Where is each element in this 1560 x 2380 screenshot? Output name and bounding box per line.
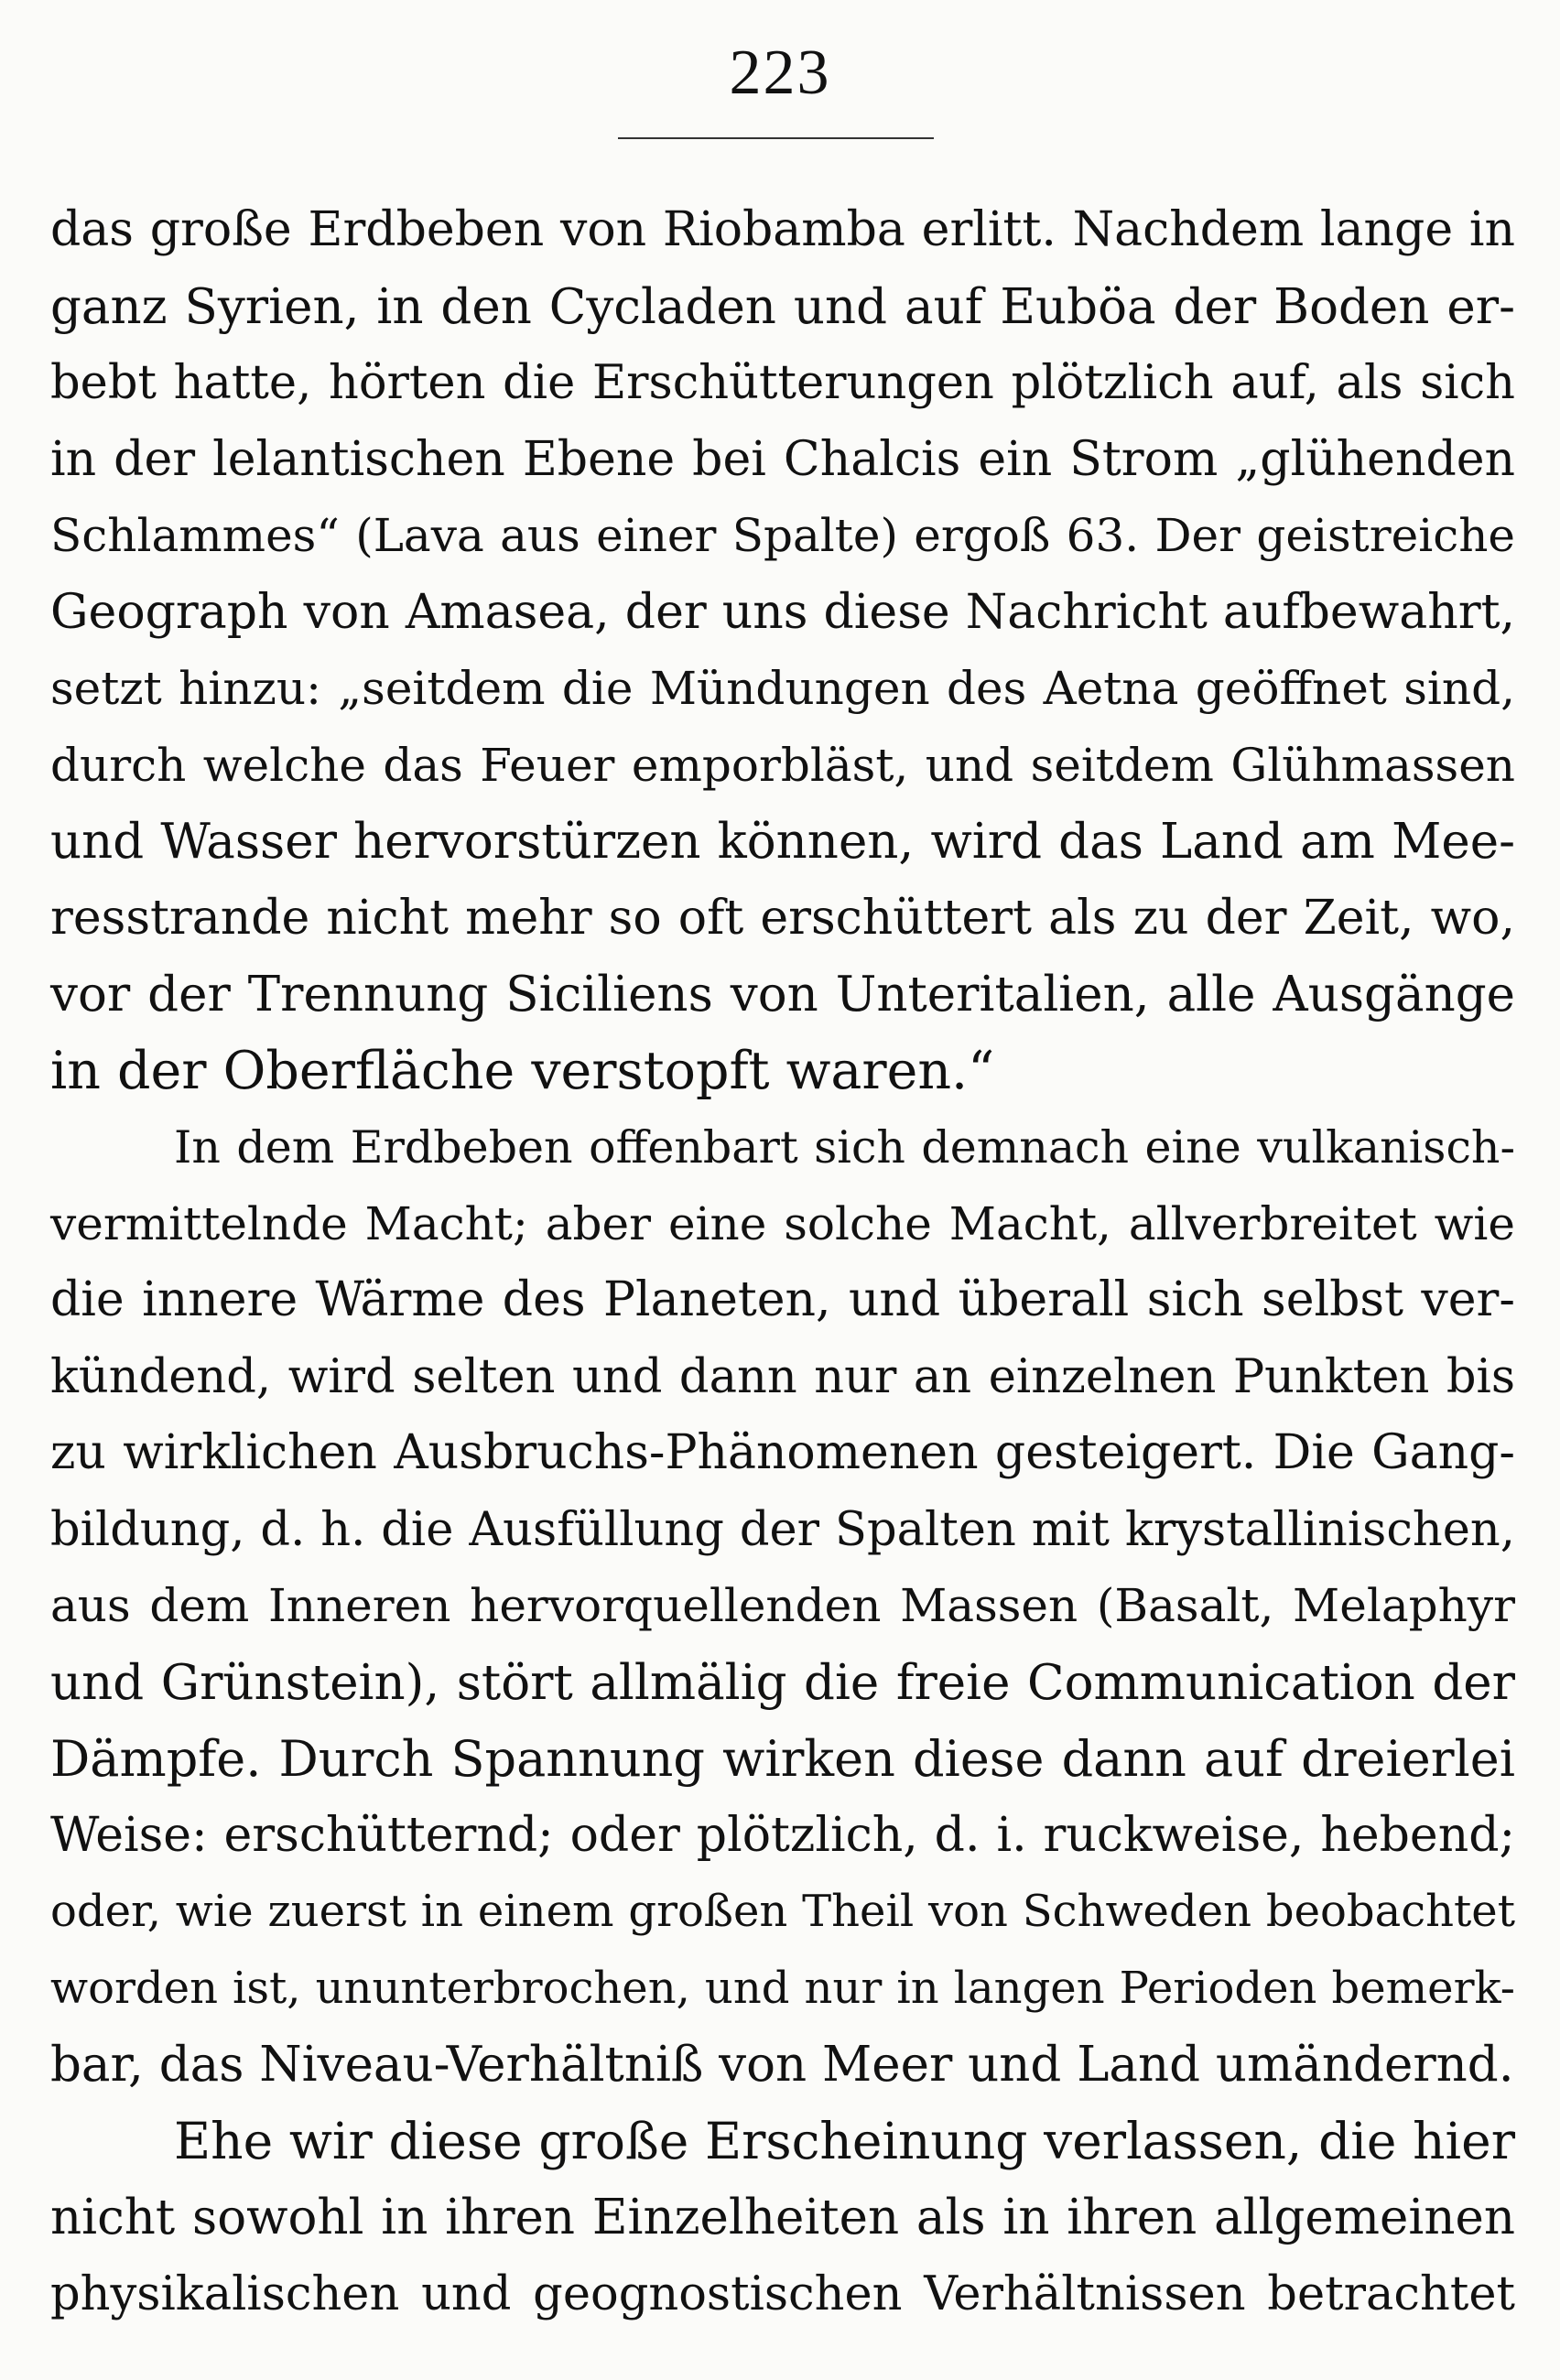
text-line: zu wirklichen Ausbruchs-Phänomenen gesteigert. Die Gang- — [50, 1425, 1515, 1480]
text-line: ganz Syrien, in den Cycladen und auf Euböa der Boden er- — [50, 278, 1515, 335]
text-line: in der Oberfläche verstopft waren.“ — [50, 1040, 995, 1101]
text-line: und Grünstein), stört allmälig die freie Communication der — [50, 1654, 1515, 1711]
body-text — [50, 192, 1515, 2332]
text-line: Weise: erschütternd; oder plötzlich, d. i. ruckweise, hebend; — [50, 1807, 1515, 1863]
text-line: aus dem Inneren hervorquellenden Massen (Basalt, Melaphyr — [50, 1579, 1515, 1632]
text-line: in der lelantischen Ebene bei Chalcis ein Strom „glühenden — [50, 431, 1515, 487]
text-line: resstrande nicht mehr so oft erschüttert als zu der Zeit, wo, — [50, 890, 1515, 946]
text-line: oder, wie zuerst in einem großen Theil von Schweden beobachtet — [50, 1886, 1515, 1937]
text-line: setzt hinzu: „seitdem die Mündungen des Aetna geöffnet sind, — [50, 662, 1515, 715]
text-line: worden ist, ununterbrochen, und nur in langen Perioden bemerk- — [50, 1962, 1515, 2014]
text-line: nicht sowohl in ihren Einzelheiten als in ihren allgemeinen — [50, 2190, 1515, 2245]
text-line: Schlammes“ (Lava aus einer Spalte) ergoß 63. Der geistreiche — [50, 509, 1515, 562]
page-number: 223 — [729, 38, 831, 108]
text-line: Geograph von Amasea, der uns diese Nachricht aufbewahrt, — [50, 584, 1515, 640]
text-line: vor der Trennung Siciliens von Unteritalien, alle Ausgänge — [50, 967, 1515, 1022]
text-line: die innere Wärme des Planeten, und überall sich selbst ver- — [50, 1272, 1515, 1327]
text-line: physikalischen und geognostischen Verhältnissen betrachtet — [50, 2266, 1515, 2321]
text-line: durch welche das Feuer emporbläst, und seitdem Glühmassen — [50, 738, 1515, 792]
text-line: Ehe wir diese große Erscheinung verlassen, die hier — [174, 2111, 1515, 2170]
text-line: kündend, wird selten und dann nur an einzelnen Punkten bis — [50, 1349, 1515, 1404]
text-line: das große Erdbeben von Riobamba erlitt. Nachdem lange in — [50, 202, 1515, 257]
text-line: Dämpfe. Durch Spannung wirken diese dann auf dreierlei — [50, 1730, 1515, 1788]
text-line: und Wasser hervorstürzen können, wird das Land am Mee- — [50, 814, 1515, 870]
text-line: In dem Erdbeben offenbart sich demnach eine vulkanisch- — [174, 1121, 1515, 1174]
header-rule — [618, 137, 934, 139]
text-line: vermittelnde Macht; aber eine solche Macht, allverbreitet wie — [50, 1196, 1515, 1250]
text-line: bar, das Niveau-Verhältniß von Meer und Land umändernd. — [50, 2037, 1514, 2093]
text-line: bebt hatte, hörten die Erschütterungen plötzlich auf, als sich — [50, 356, 1515, 410]
text-line: bildung, d. h. die Ausfüllung der Spalten mit krystallinischen, — [50, 1502, 1515, 1557]
